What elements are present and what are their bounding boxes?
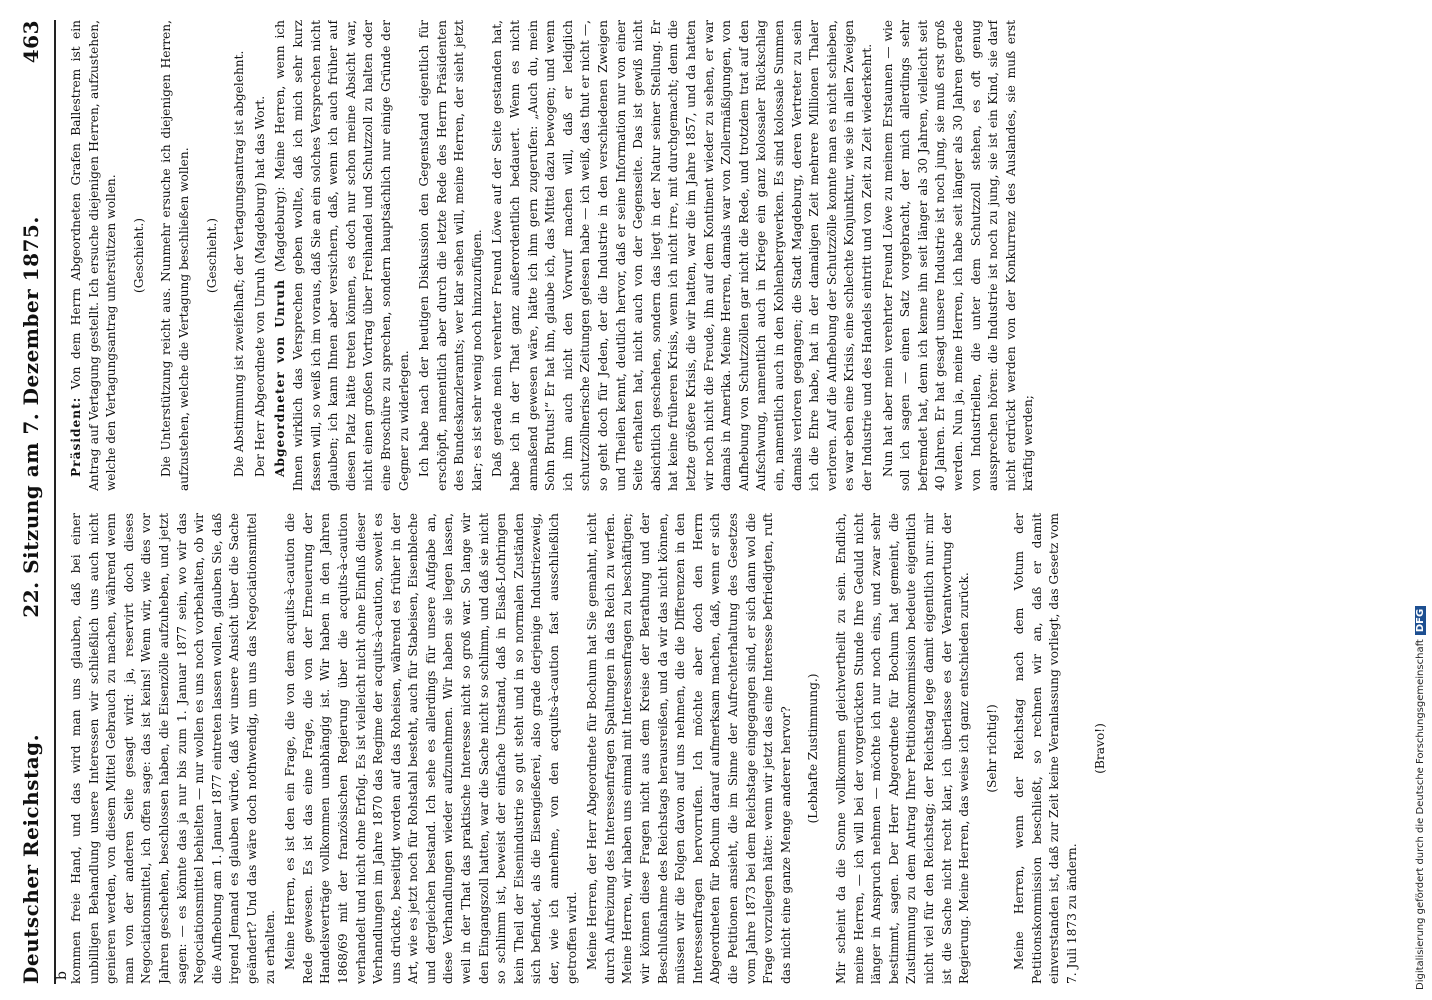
paragraph: Meine Herren, der Herr Abgeordnete für Bochum hat Sie gemahnt, nicht durch Aufreizung des Interessenfragen Spaltungen in das Reich zu werfen. Meine Herren, wir haben uns einmal mit Interessenfragen zu beschäftigen; wir können diese Fragen nicht aus dem Kreise der Berathung und der Beschlußnahme des Reichstags herausreißen, und da wir das nicht können, müssen wir die Folgen davon auf uns nehmen, die die Differenzen in den Interessenfragen hervorrufen. Ich möchte aber doch den Herrn Abgeordneten für Bochum darauf aufmerksam machen, daß, wenn er sich die Petitionen ansieht, die im Sinne der Aufrechterhaltung des Gesetzes vom Jahre 1873 bei dem Reichstage eingegangen sind, er sich dann wol die Frage vorzulegen hätte: wenn wir jetzt das eine Interesse befriedigten, ruft das nicht eine ganze Menge anderer hervor? [585, 513, 793, 984]
session-title: 22. Sitzung am 7. Dezember 1875. [19, 216, 43, 618]
column-right [68, 20, 1397, 491]
dfg-logo: DFG [1415, 606, 1426, 635]
page-number: 463 [19, 20, 43, 64]
paragraph: Meine Herren, wenn der Reichstag nach dem Votum der Petitionskommission beschließt, so rechnen wir an, daß er damit einverstanden ist, daß zur Zeit keine Veranlassung vorliegt, das Gesetz vom 7. Juli 1873 zu ändern. [1012, 513, 1080, 984]
paragraph: Ich habe nach der heutigen Diskussion den Gegenstand eigentlich für erschöpft, namentlich aber durch die letzte Rede des Herrn Präsidenten des Bundeskanzleramts; wer klar sehen will, meine Herren, der sieht jetzt klar; es ist sehr wenig noch hinzuzufügen. [417, 20, 484, 491]
interjection: (Geschieht.) [204, 217, 219, 294]
paragraph: kommen freie Hand, und das wird man uns glauben, daß bei einer unbilligen Behandlung unsere Interessen wir schließlich uns auch nicht genieren werden, von diesem Mittel Gebrauch zu machen, während wenn man von der anderen Seite gesagt wird: ja, reservirt doch dieses Negociationsmittel, ich offen sage: das ist keins! Wenn wir, wie dies vor Jahren geschehen, beschlossen haben, die Eisenzölle aufzuheben, und jetzt sagen: — es könnte das ja nur bis zum 1. Januar 1877 sein, wo wir das Negociationsmittel behielten — nur wollen es uns noch vorbehalten, ob wir die Aufhebung am 1. Januar 1877 eintreten lassen wollen, glauben Sie, daß irgend Jemand es glauben würde, daß wir unsere Ansicht über die Sache geändert? Und das wäre doch nothwendig, um uns das Negociationsmittel zu erhalten. [69, 513, 277, 984]
interjection: (Lebhafte Zustimmung.) [806, 673, 821, 824]
speaker-name: Präsident: [69, 396, 83, 477]
interjection: (Bravo!) [1092, 723, 1107, 774]
column-left [68, 513, 1397, 984]
document-page [8, 12, 1403, 992]
paragraph: Mir scheint da die Sonne vollkommen gleichvertheilt zu sein. Endlich, meine Herren, — ich will bei der vorgerückten Stunde Ihre Geduld nicht länger in Anspruch nehmen — möchte ich nur noch eins, und zwar sehr bestimmt, sagen. Der Herr Abgeordnete für Bochum hat gemeint, die Zustimmung zu dem Antrag Ihrer Petitionskommission bedeute eigentlich nicht viel für den Reichstag; der Reichstag lege damit eigentlich nur: mir ist die Sache nicht recht klar, ich überlasse es der Verantwortung der Regierung. Meine Herren, das weise ich ganz entschieden zurück. [833, 513, 972, 984]
paragraph: Der Herr Abgeordnete von Unruh (Magdeburg) hat das Wort. [252, 95, 267, 477]
column-marker: b [54, 971, 70, 980]
page-header [8, 20, 56, 984]
paragraph [272, 20, 413, 491]
paragraph: Daß gerade mein verehrter Freund Löwe auf der Seite gestanden hat, habe ich in der That ganz außerordentlich bedauert. Wenn es nicht anmaßend gewesen wäre, hätte ich ihm gern zugerufen: „Auch du, mein Sohn Brutus!“ Er hat ihn, glaube ich, das Mittel dazu bewogen; und wenn ich ihm auch nicht den Vorwurf machen will, daß er lediglich schutzzöllnerische Zeitungen gelesen habe — ich weiß, das thut er nicht —, so geht doch für Jeden, der die Industrie in den verschiedenen Zweigen und Theilen kennt, deutlich hervor, daß er seine Information nur von einer Seite erhalten hat, nicht auch von der Gegenseite. Das ist gewiß nicht absichtlich geschehen, sondern das liegt in der Natur seiner Stellung. Er hat keine früheren Krisis, wenn ich nicht irre, mit durchgemacht; denn die letzte größere Krisis, die wir hatten, war die im Jahre 1857, und da hatten wir noch nicht die Freude, ihn auf dem Kontinent wieder zu sehen, er war damals in Amerika. Meine Herren, damals war von Zollermäßigungen, von Aufhebung von Schutzzöllen gar nicht die Rede, und trotzdem trat auf den Aufschwung, namentlich auch in Kriege ein ganz kolossaler Rückschlag ein, namentlich auch in den Kohlenbergwerken. Es sind kolossale Summen damals verloren gegangen; die Stadt Magdeburg, deren Vertreter zu sein ich die Ehre habe, hat in der damaligen Zeit mehrere Millionen Thaler verloren. Auf die Aufhebung der Schutzzölle konnte man es nicht schieben, es war eben eine Krisis, eine schlechte Konjunktur, wie sie in allen Zweigen der Industrie und des Handels eintritt und von Zeit zu Zeit wiederkehrt. [490, 20, 874, 491]
paragraph: Nun hat aber mein verehrter Freund Löwe zu meinem Erstaunen — wie soll ich sagen — einen Satz vorgebracht, der mich allerdings sehr befremdet hat, denn ich kenne ihn seit länger als 30 Jahren, vielleicht seit 40 Jahren. Er hat gesagt unsere Industrie ist noch jung, sie muß erst groß werden. Nun ja, meine Herren, ich habe seit länger als 30 Jahren gerade von Industriellen, die unter dem Schutzzoll stehen, es oft genug aussprechen hören: die Industrie ist noch zu jung, sie ist ein Kind, sie darf nicht erdrückt werden von der Konkurrenz des Auslandes, sie muß erst kräftig werden; [880, 20, 1036, 491]
paragraph: Die Unterstützung reicht aus. Nunmehr ersuche ich diejenigen Herren, aufzustehen, welche die Vertagung beschließen wollen. [159, 20, 191, 491]
speech-text: (Magdeburg): Meine Herren, wenn ich Ihnen wirklich das Versprechen geben wollte, daß ich mich sehr kurz fassen will, so weiß ich im voraus, daß Sie an ein solches Versprechen nicht glauben; ich kann Ihnen aber versichern, daß, wenn ich auch früher auf diesen Platz hätte treten können, es doch nur schon meine Absicht war, nicht einen großen Vortrag über Freihandel und Schutzzoll zu halten oder eine Broschüre zu sprechen, sondern hauptsächlich nur einige Gründe der Gegner zu widerlegen. [273, 20, 411, 491]
paragraph [68, 20, 121, 491]
digitization-credit [1412, 0, 1432, 1000]
interjection: (Sehr richtig!) [984, 704, 999, 793]
speech-text: Von dem Herrn Abgeordneten Grafen Ballestrem ist ein Antrag auf Vertagung gestellt. Ich ersuche diejenigen Herren, aufzustehen, welche den Vertagungsantrag unterstützen wollen. [69, 20, 119, 491]
journal-title: Deutscher Reichstag. [19, 733, 43, 984]
paragraph: Die Abstimmung ist zweifelhaft; der Vertagungsantrag ist abgelehnt. [232, 50, 247, 477]
text-columns [68, 20, 1397, 984]
credit-text: Digitalisierung gefördert durch die Deutsche Forschungsgemeinschaft [1415, 639, 1426, 990]
speaker-name: Abgeordneter von Unruh [273, 278, 288, 477]
interjection: (Geschieht.) [131, 217, 146, 294]
paragraph: Meine Herren, es ist den ein Frage, die von dem acquits-à-caution die Rede gewesen. Es ist das eine Frage, die von der Erneuerung der Handelsverträge vollkommen unabhängig ist. Wir haben in den Jahren 1868/69 mit der französischen Regierung über die acquits-à-caution verhandelt und nicht ohne Erfolg. Es ist vielleicht nicht ohne Einfluß dieser Verhandlungen im Jahre 1870 das Regime der acquits-à-caution, soweit es uns drückte, beseitigt worden auf das Roheisen, während es früher in der Art, wie es jetzt noch für Rohstahl besteht, auch für Stabeisen, Eisenbleche und dergleichen bestand. Ich sehe es allerdings für unsere Aufgabe an, diese Verhandlungen wieder aufzunehmen. Wir haben sie liegen lassen, weil in der That das praktische Interesse nicht so groß war. So lange wir den Eingangszoll hatten, war die Sache nicht so schlimm, und daß sie nicht so schlimm ist, beweist der einfache Umstand, daß in Elsaß-Lothringen kein Theil der Eisenindustrie so gut steht und in so normalen Zuständen sich befindet, als die Eisengießerei, also grade derjenige Industriezweig, der, wie ich annehme, von den acquits-à-caution fast ausschließlich getroffen wird. [283, 513, 579, 984]
